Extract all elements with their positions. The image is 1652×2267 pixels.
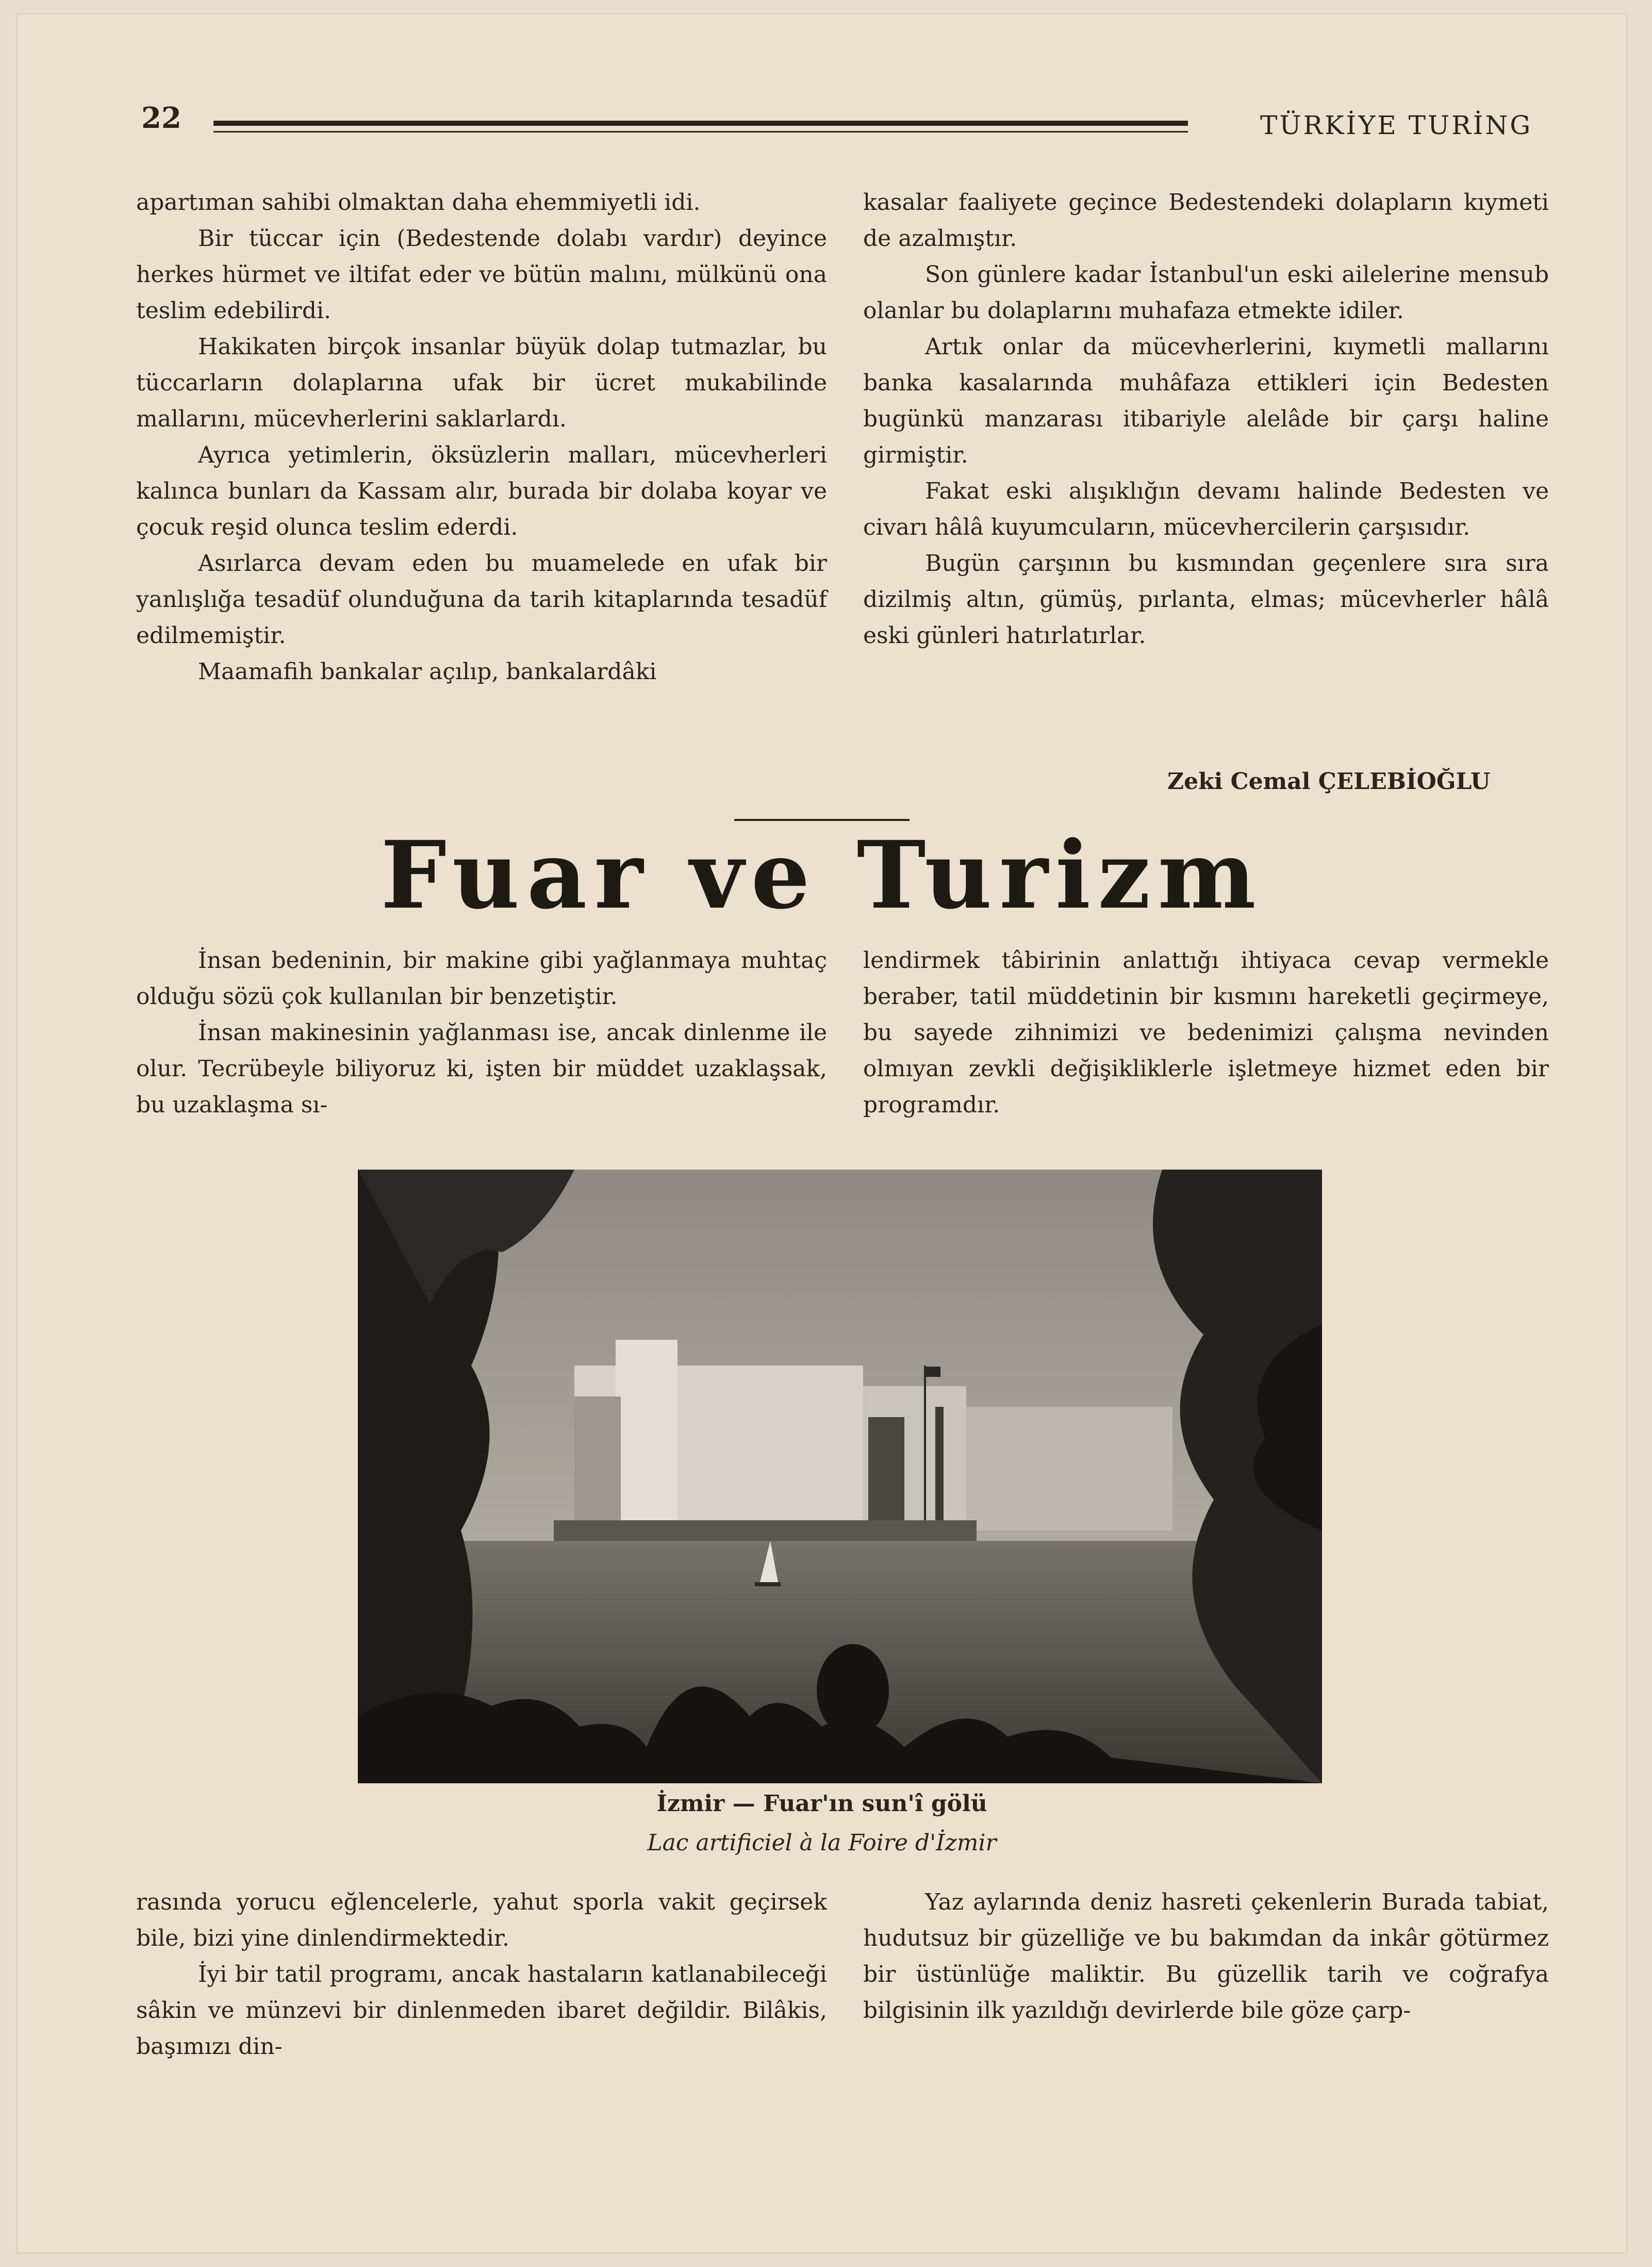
paragraph: Maamafih bankalar açılıp, bankalardâki <box>198 659 657 685</box>
bottom-left-column <box>136 1884 827 2065</box>
header-rule <box>213 121 1188 126</box>
fair-lake-photo <box>358 1170 1322 1783</box>
author-signature: Zeki Cemal ÇELEBİOĞLU <box>1167 768 1491 795</box>
paragraph: Yaz aylarında deniz hasreti çekenlerin Burada tabiat, hudutsuz bir güzelliğe ve bu bakımdan da inkâr götürmez bir üstünlüğe maliktir. Bu güzellik tarih ve coğrafya bilgisinin ilk yazıldığı devirlerde bile göze çarp- <box>863 1889 1549 2024</box>
paragraph: İnsan makinesinin yağlanması ise, ancak dinlenme ile olur. Tecrübeyle biliyoruz ki, işten bir müddet uzaklaşsak, bu uzaklaşma sı- <box>136 1020 827 1118</box>
top-left-column <box>136 185 827 690</box>
paragraph: Bugün çarşının bu kısmından geçenlere sıra sıra dizilmiş altın, gümüş, pırlanta, elmas; mücevherler hâlâ eski günleri hatırlatırlar. <box>863 550 1549 649</box>
paragraph: İyi bir tatil programı, ancak hastaların katlanabileceği sâkin ve münzevi bir dinlenmeden ibaret değildir. Bilâkis, başımızı din- <box>136 1961 827 2060</box>
paragraph: Ayrıca yetimlerin, öksüzlerin malları, mücevherleri kalınca bunları da Kassam alır, burada bir dolaba koyar ve çocuk reşid olunca teslim ederdi. <box>136 442 827 540</box>
mid-left-column <box>136 943 827 1123</box>
paragraph: Hakikaten birçok insanlar büyük dolap tutmazlar, bu tüccarların dolaplarına ufak bir ücret mukabilinde mallarını, mücevherlerini saklarlardı. <box>136 334 827 432</box>
journal-title: TÜRKİYE TURİNG <box>1260 110 1533 140</box>
paragraph: kasalar faaliyete geçince Bedestendeki dolapların kıymeti de azalmıştır. <box>863 189 1549 252</box>
bottom-right-column <box>863 1884 1549 2029</box>
article-title: Fuar ve Turizm <box>381 821 1263 930</box>
paragraph: Fakat eski alışıklığın devamı halinde Bedesten ve civarı hâlâ kuyumcuların, mücevhercilerin çarşısıdır. <box>863 478 1549 540</box>
paragraph: rasında yorucu eğlencelerle, yahut sporla vakit geçirsek bile, bizi yine dinlendirmektedir. <box>136 1889 827 1951</box>
photo-caption-french: Lac artificiel à la Foire d'İzmir <box>647 1830 997 1856</box>
mid-right-column <box>863 943 1549 1123</box>
paragraph: lendirmek tâbirinin anlattığı ihtiyaca cevap vermekle beraber, tatil müddetinin bir kısmını hareketli geçirmeye, bu sayede zihnimizi ve bedenimizi çalışma nevinden olmıyan zevkli değişikliklerle işletmeye hizmet eden bir programdır. <box>863 947 1549 1118</box>
paragraph: apartıman sahibi olmaktan daha ehemmiyetli idi. <box>136 189 701 216</box>
paragraph: Son günlere kadar İstanbul'un eski ailelerine mensub olanlar bu dolaplarını muhafaza etmekte idiler. <box>863 261 1549 324</box>
paragraph: Asırlarca devam eden bu muamelede en ufak bir yanlışlığa tesadüf olunduğuna da tarih kitaplarında tesadüf edilmemiştir. <box>136 550 827 649</box>
paragraph: İnsan bedeninin, bir makine gibi yağlanmaya muhtaç olduğu sözü çok kullanılan bir benzetiştir. <box>136 947 827 1010</box>
photo-caption-turkish: İzmir — Fuar'ın sun'î gölü <box>656 1790 987 1817</box>
top-right-column <box>863 185 1549 654</box>
page-number: 22 <box>141 101 181 135</box>
header-rule-thin <box>213 131 1188 133</box>
paragraph: Artık onlar da mücevherlerini, kıymetli mallarını banka kasalarında muhâfaza ettikleri için Bedesten bugünkü manzarası itibariyle alelâde bir çarşı haline girmiştir. <box>863 334 1549 468</box>
paragraph: Bir tüccar için (Bedestende dolabı vardır) deyince herkes hürmet ve iltifat eder ve bütün malını, mülkünü ona teslim edebilirdi. <box>136 225 827 324</box>
page <box>18 14 1626 2253</box>
